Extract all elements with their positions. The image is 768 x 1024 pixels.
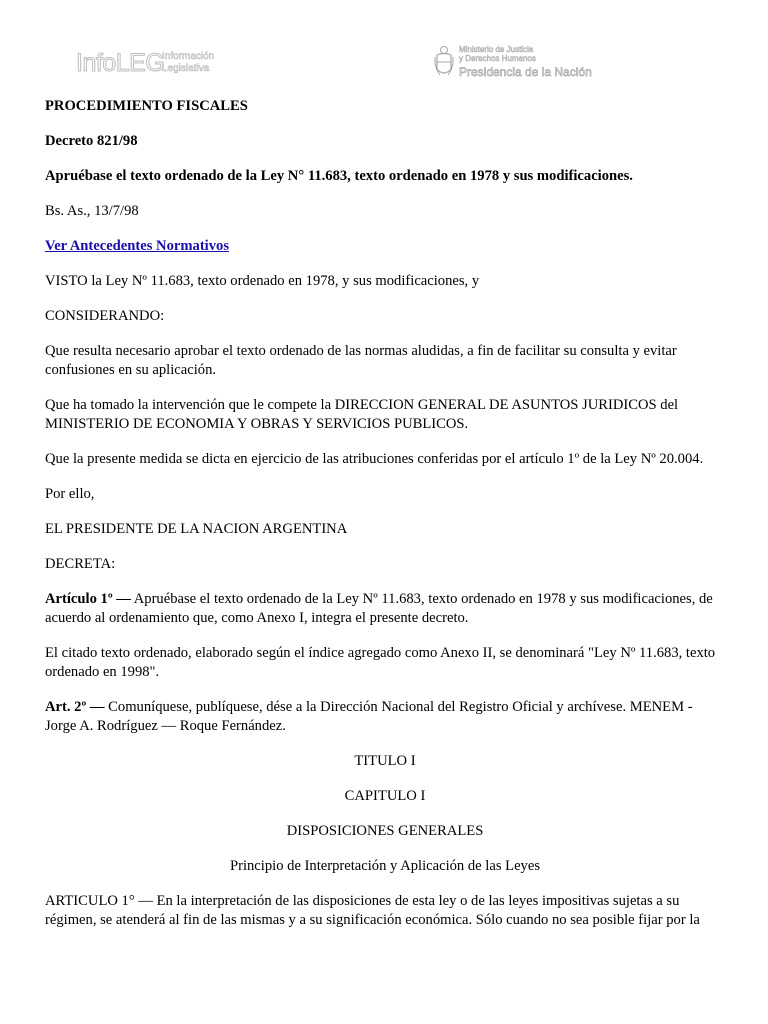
page-header	[0, 0, 768, 95]
presidencia-line: Presidencia de la Nación	[459, 65, 592, 79]
decree-summary: Apruébase el texto ordenado de la Ley N° 11.683, texto ordenado en 1978 y sus modificaciones.	[45, 168, 633, 184]
document-body	[45, 97, 725, 946]
infoleg-subtitle-line1: Información	[162, 51, 215, 62]
considerando-heading: CONSIDERANDO:	[45, 308, 165, 324]
disposiciones-heading: DISPOSICIONES GENERALES	[286, 823, 484, 839]
decreta-heading: DECRETA:	[45, 556, 116, 572]
article-2	[45, 698, 725, 736]
doc-title: PROCEDIMIENTO FISCALES	[45, 98, 248, 114]
article-1-paragraph-2: El citado texto ordenado, elaborado según el índice agregado como Anexo II, se denominará "Ley Nº 11.683, texto ordenado en 1998".	[45, 645, 716, 680]
decree-number: Decreto 821/98	[45, 133, 138, 149]
place-date: Bs. As., 13/7/98	[45, 203, 139, 219]
ministry-line1: Ministerio de Justicia	[459, 45, 534, 54]
antecedentes-link[interactable]: Ver Antecedentes Normativos	[45, 238, 230, 254]
articulo-1-text: ARTICULO 1° — En la interpretación de las disposiciones de esta ley o de las leyes impositivas sujetas a su régimen, se atenderá al fin de las mismas y a su significación económica. Sólo cuando no sea posible fijar por la	[45, 893, 700, 928]
presidencia-text	[459, 45, 592, 80]
article-2-label: Art. 2º —	[45, 699, 105, 715]
article-1	[45, 590, 725, 628]
titulo-heading: TITULO I	[354, 753, 416, 769]
principio-heading: Principio de Interpretación y Aplicación de las Leyes	[229, 858, 540, 874]
antecedentes-paragraph	[45, 237, 725, 256]
capitulo-heading: CAPITULO I	[344, 788, 426, 804]
coat-of-arms-icon	[434, 45, 454, 79]
infoleg-wordmark: InfoLEG	[76, 49, 165, 77]
por-ello: Por ello,	[45, 486, 95, 502]
article-1-text: Apruébase el texto ordenado de la Ley Nº 11.683, texto ordenado en 1978 y sus modificaciones, de acuerdo al ordenamiento que, como Anexo I, integra el presente decreto.	[45, 591, 713, 626]
visto-paragraph: VISTO la Ley Nº 11.683, texto ordenado en 1978, y sus modificaciones, y	[45, 273, 480, 289]
considerando-paragraph-2: Que ha tomado la intervención que le compete la DIRECCION GENERAL DE ASUNTOS JURIDICOS del MINISTERIO DE ECONOMIA Y OBRAS Y SERVICIOS PUBLICOS.	[45, 397, 679, 432]
article-2-text: Comuníquese, publíquese, dése a la Dirección Nacional del Registro Oficial y archívese. MENEM - Jorge A. Rodríguez — Roque Fernández.	[45, 699, 693, 734]
ministry-line2: y Derechos Humanos	[459, 54, 536, 63]
presidente-heading: EL PRESIDENTE DE LA NACION ARGENTINA	[45, 521, 348, 537]
infoleg-subtitle-line2: Legislativa	[162, 63, 210, 74]
infoleg-subtitle	[162, 51, 214, 75]
article-1-label: Artículo 1º —	[45, 591, 131, 607]
considerando-paragraph-3: Que la presente medida se dicta en ejercicio de las atribuciones conferidas por el artículo 1º de la Ley Nº 20.004.	[45, 451, 704, 467]
considerando-paragraph-1: Que resulta necesario aprobar el texto ordenado de las normas aludidas, a fin de facilitar su consulta y evitar confusiones en su aplicación.	[45, 343, 677, 378]
